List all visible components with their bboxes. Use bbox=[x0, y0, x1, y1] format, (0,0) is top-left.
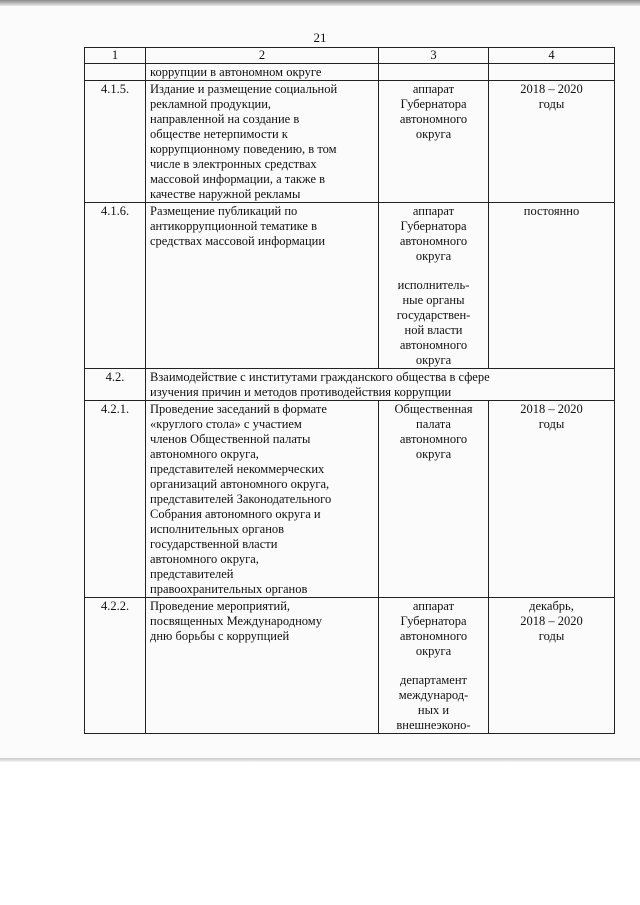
section-number: 4.2. bbox=[85, 369, 146, 401]
executor: аппарат Губернатора автономного округа департамент международ- ных и внешнеэконо- bbox=[379, 598, 489, 734]
continuation-row bbox=[85, 64, 615, 81]
table-row bbox=[85, 598, 615, 734]
term: 2018 – 2020 годы bbox=[489, 81, 615, 203]
section-row bbox=[85, 369, 615, 401]
executor: аппарат Губернатора автономного округа исполнитель- ные органы государствен- ной власти автономного округа bbox=[379, 203, 489, 369]
table-row bbox=[85, 81, 615, 203]
row-number: 4.1.5. bbox=[85, 81, 146, 203]
executor: Общественная палата автономного округа bbox=[379, 401, 489, 598]
header-cell-3: 3 bbox=[379, 48, 489, 64]
row-number: 4.2.1. bbox=[85, 401, 146, 598]
table-row bbox=[85, 203, 615, 369]
section-title: Взаимодействие с институтами гражданского общества в сфере изучения причин и методов противодействия коррупции bbox=[146, 369, 615, 401]
executor: аппарат Губернатора автономного округа bbox=[379, 81, 489, 203]
plan-table bbox=[84, 47, 615, 734]
term: постоянно bbox=[489, 203, 615, 369]
measure-text: Проведение заседаний в формате «круглого стола» с участием членов Общественной палаты автономного округа, представителей некоммерческих организаций автономного округа, представителей Законодательного Собрания автономного округа и исполнительных органов государственной власти автономного округа, представителей правоохранительных органов bbox=[146, 401, 379, 598]
continuation-text: коррупции в автономном округе bbox=[146, 64, 379, 81]
header-cell-1: 1 bbox=[85, 48, 146, 64]
header-row bbox=[85, 48, 615, 64]
measure-text: Размещение публикаций по антикоррупционной тематике в средствах массовой информации bbox=[146, 203, 379, 369]
measure-text: Проведение мероприятий, посвященных Международному дню борьбы с коррупцией bbox=[146, 598, 379, 734]
header-cell-4: 4 bbox=[489, 48, 615, 64]
page-number: 21 bbox=[313, 30, 327, 45]
measure-text: Издание и размещение социальной рекламной продукции, направленной на создание в обществе нетерпимости к коррупционному поведению, в том числе в электронных средствах массовой информации, а также в качестве наружной рекламы bbox=[146, 81, 379, 203]
term: декабрь, 2018 – 2020 годы bbox=[489, 598, 615, 734]
scan-shadow bbox=[0, 0, 640, 6]
term: 2018 – 2020 годы bbox=[489, 401, 615, 598]
row-number: 4.1.6. bbox=[85, 203, 146, 369]
sheet-bottom-edge bbox=[0, 758, 640, 762]
table-row bbox=[85, 401, 615, 598]
row-number: 4.2.2. bbox=[85, 598, 146, 734]
header-cell-2: 2 bbox=[146, 48, 379, 64]
